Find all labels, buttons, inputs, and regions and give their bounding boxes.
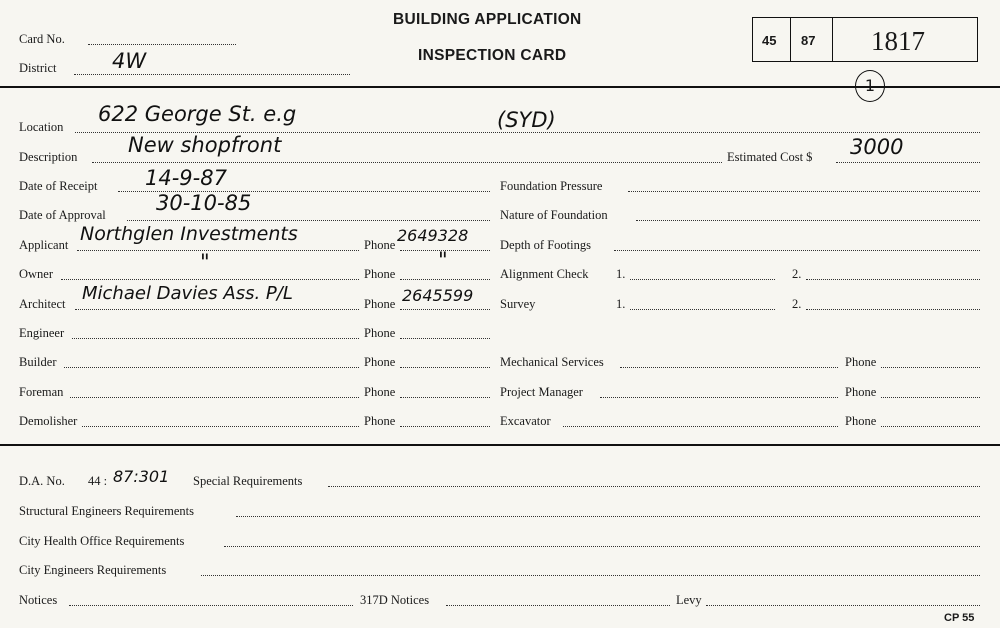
builder-phone-label: Phone [364,355,396,369]
box-cell-2: 87 [801,33,816,48]
nature-of-foundation-label: Nature of Foundation [500,208,608,222]
architect-phone-line [400,309,490,310]
foundation-pressure-line [628,191,980,192]
notices-line [69,605,353,606]
owner-phone-line [400,279,490,280]
owner-phone-label: Phone [364,267,396,281]
levy-label: Levy [676,593,702,607]
da-prefix: 44 : [88,474,108,488]
da-no-label: D.A. No. [19,474,65,488]
card-number-box [752,17,978,62]
levy-line [706,605,980,606]
project-manager-phone-label: Phone [845,385,877,399]
district-value: 4W [112,49,147,73]
box-number: 1817 [871,26,925,56]
depth-of-footings-label: Depth of Footings [500,238,591,252]
card-no-label: Card No. [19,32,65,46]
excavator-line [563,426,838,427]
architect-phone-label: Phone [364,297,396,311]
date-of-receipt-value: 14-9-87 [145,166,227,190]
owner-label: Owner [19,267,54,281]
architect-value: Michael Davies Ass. P/L [82,283,293,304]
city-health-line [224,546,980,547]
estimated-cost-line [836,162,980,163]
engineer-line [72,338,359,339]
special-requirements-line [328,486,980,487]
alignment-check-num1: 1. [616,267,626,281]
architect-line [75,309,359,310]
structural-engineers-label: Structural Engineers Requirements [19,504,194,518]
estimated-cost-label: Estimated Cost $ [727,150,813,164]
alignment-check-label: Alignment Check [500,267,589,281]
title-line-1: BUILDING APPLICATION [393,11,582,28]
alignment-check-line1 [630,279,775,280]
applicant-line [77,250,359,251]
middle-rule [0,444,1000,446]
mechanical-services-line [620,367,838,368]
applicant-value: Northglen Investments [80,223,298,245]
da-value: 87:301 [113,467,170,486]
location-value: 622 George St. e.g [98,102,297,126]
applicant-label: Applicant [19,238,69,252]
district-line [74,74,350,75]
district-label: District [19,61,57,75]
builder-label: Builder [19,355,57,369]
description-value: New shopfront [128,133,282,157]
date-of-approval-value: 30-10-85 [156,191,252,215]
notices-317d-label: 317D Notices [360,593,430,607]
foreman-label: Foreman [19,385,64,399]
architect-label: Architect [19,297,66,311]
title-line-2: INSPECTION CARD [418,47,567,64]
estimated-cost-value: 3000 [850,135,904,159]
alignment-check-num2: 2. [792,267,802,281]
demolisher-label: Demolisher [19,414,78,428]
city-engineers-line [201,575,980,576]
builder-line [64,367,359,368]
demolisher-line [82,426,359,427]
project-manager-label: Project Manager [500,385,583,399]
box-cell-1: 45 [762,33,777,48]
engineer-phone-line [400,338,490,339]
owner-line [61,279,359,280]
excavator-phone-line [881,426,980,427]
mechanical-services-phone-line [881,367,980,368]
description-line [92,162,722,163]
city-engineers-label: City Engineers Requirements [19,563,167,577]
engineer-phone-label: Phone [364,326,396,340]
location-label: Location [19,120,64,134]
applicant-phone-label: Phone [364,238,396,252]
survey-num1: 1. [616,297,626,311]
survey-label: Survey [500,297,536,311]
date-of-approval-line [127,220,490,221]
builder-phone-line [400,367,490,368]
project-manager-phone-line [881,397,980,398]
engineer-label: Engineer [19,326,65,340]
survey-line1 [630,309,775,310]
nature-of-foundation-line [636,220,980,221]
owner-phone-value: " [438,248,448,272]
applicant-phone-value: 2649328 [397,226,469,245]
top-rule [0,86,1000,88]
project-manager-line [600,397,838,398]
date-of-receipt-label: Date of Receipt [19,179,98,193]
architect-phone-value: 2645599 [402,286,474,305]
card-no-line [88,44,236,45]
location-note: (SYD) [497,108,556,132]
notices-317d-line [446,605,670,606]
notices-label: Notices [19,593,58,607]
foreman-phone-label: Phone [364,385,396,399]
excavator-label: Excavator [500,414,551,428]
description-label: Description [19,150,78,164]
survey-line2 [806,309,980,310]
owner-value: " [200,250,210,274]
depth-of-footings-line [614,250,980,251]
circled-mark-text: 1 [864,76,876,95]
foreman-phone-line [400,397,490,398]
special-requirements-label: Special Requirements [193,474,303,488]
foreman-line [70,397,359,398]
survey-num2: 2. [792,297,802,311]
form-code: CP 55 [944,612,975,624]
demolisher-phone-line [400,426,490,427]
date-of-approval-label: Date of Approval [19,208,106,222]
city-health-label: City Health Office Requirements [19,534,185,548]
mechanical-services-label: Mechanical Services [500,355,604,369]
demolisher-phone-label: Phone [364,414,396,428]
mechanical-services-phone-label: Phone [845,355,877,369]
foundation-pressure-label: Foundation Pressure [500,179,603,193]
alignment-check-line2 [806,279,980,280]
structural-engineers-line [236,516,980,517]
excavator-phone-label: Phone [845,414,877,428]
